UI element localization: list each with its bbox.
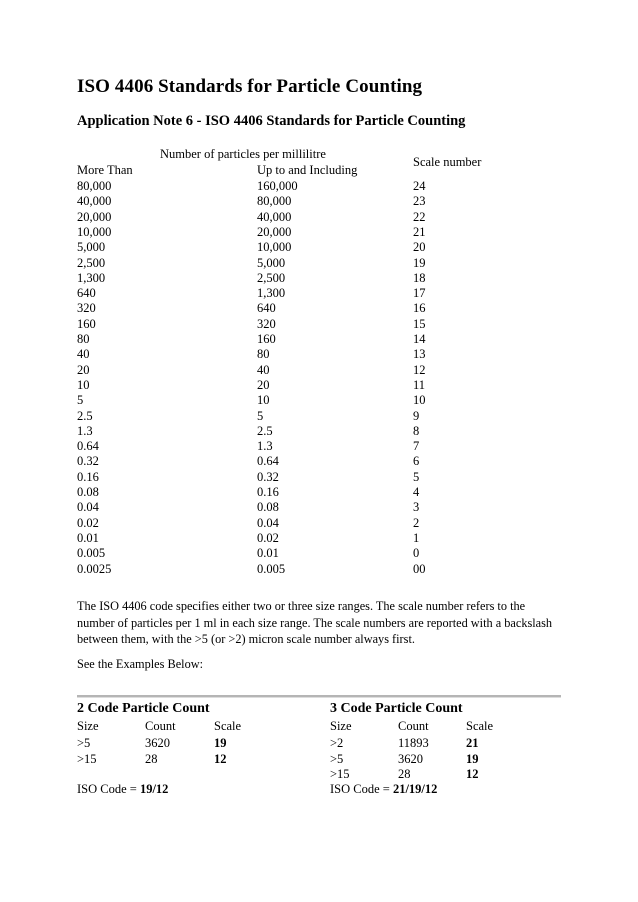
more-than-cell: 2.5 xyxy=(77,408,93,423)
iso-code-label: ISO Code = xyxy=(330,782,393,796)
more-than-cell: 640 xyxy=(77,286,96,301)
iso-code-value: 21/19/12 xyxy=(392,782,438,796)
more-than-cell: 320 xyxy=(77,301,96,316)
example-3-count: 3620 xyxy=(398,752,423,766)
table-row xyxy=(77,562,537,577)
example-3-iso-code xyxy=(330,782,437,797)
up-to-cell: 0.64 xyxy=(257,454,279,469)
up-to-cell: 5 xyxy=(257,408,264,423)
scale-number-cell: 8 xyxy=(413,423,420,438)
table-row xyxy=(77,393,537,408)
example-2-count: 28 xyxy=(145,752,158,766)
up-to-cell: 40,000 xyxy=(257,209,292,224)
example-3-header-scale: Scale xyxy=(466,719,494,733)
more-than-cell: 5,000 xyxy=(77,240,106,255)
more-than-cell: 2,500 xyxy=(77,255,106,270)
scale-number-cell: 21 xyxy=(413,224,426,239)
scale-number-cell: 20 xyxy=(413,240,426,255)
table-row xyxy=(77,439,537,454)
example-3-size: >15 xyxy=(330,767,350,781)
up-to-cell: 10 xyxy=(257,393,270,408)
more-than-cell: 0.32 xyxy=(77,454,99,469)
scale-number-cell: 00 xyxy=(413,561,426,576)
up-to-cell: 0.005 xyxy=(257,561,286,576)
example-3-header-count: Count xyxy=(398,719,429,733)
scale-number-cell: 9 xyxy=(413,408,420,423)
scale-number-cell: 17 xyxy=(413,286,426,301)
scale-number-cell: 23 xyxy=(413,194,426,209)
table-row xyxy=(77,454,537,469)
iso-code-value: 19/12 xyxy=(139,782,169,796)
page-subtitle: Application Note 6 - ISO 4406 Standards for Particle Counting xyxy=(77,113,466,129)
example-2-count: 3620 xyxy=(145,736,170,750)
table-row xyxy=(77,546,537,561)
up-to-cell: 320 xyxy=(257,316,276,331)
table-row xyxy=(77,225,537,240)
examples-intro: See the Examples Below: xyxy=(77,657,204,671)
scale-number-cell: 18 xyxy=(413,270,426,285)
more-than-cell: 40 xyxy=(77,347,90,362)
example-2-size: >5 xyxy=(77,736,91,750)
more-than-cell: 0.02 xyxy=(77,515,99,530)
more-than-cell: 20,000 xyxy=(77,209,112,224)
up-to-cell: 40 xyxy=(257,362,270,377)
scale-number-cell: 12 xyxy=(413,362,426,377)
table-row xyxy=(77,332,537,347)
scale-number-cell: 1 xyxy=(413,530,420,545)
more-than-cell: 80,000 xyxy=(77,179,112,193)
iso-code-label: ISO Code = xyxy=(77,782,140,796)
more-than-cell: 80 xyxy=(77,332,90,346)
scale-number-cell: 4 xyxy=(413,485,420,499)
example-2-title: 2 Code Particle Count xyxy=(77,701,210,716)
scale-number-cell: 19 xyxy=(413,255,426,270)
example-3-header-size: Size xyxy=(330,719,352,733)
up-to-cell: 2.5 xyxy=(257,423,273,438)
example-3-scale: 21 xyxy=(466,736,479,750)
example-3-size: >5 xyxy=(330,752,344,766)
example-2-header-scale: Scale xyxy=(214,719,242,733)
table-row xyxy=(77,470,537,485)
example-3-count: 11893 xyxy=(398,736,429,750)
table-row xyxy=(77,516,537,531)
more-than-cell: 10 xyxy=(77,377,90,392)
header-particles: Number of particles per millilitre xyxy=(160,147,326,161)
up-to-cell: 80 xyxy=(257,347,270,362)
up-to-cell: 0.08 xyxy=(257,500,279,515)
up-to-cell: 20,000 xyxy=(257,224,292,239)
table-row xyxy=(77,301,537,316)
up-to-cell: 5,000 xyxy=(257,255,286,270)
scale-number-cell: 14 xyxy=(413,332,426,346)
up-to-cell: 20 xyxy=(257,377,270,392)
scale-number-cell: 24 xyxy=(413,179,426,193)
more-than-cell: 5 xyxy=(77,393,84,408)
up-to-cell: 0.01 xyxy=(257,546,279,561)
example-3-scale: 12 xyxy=(466,767,479,781)
more-than-cell: 0.005 xyxy=(77,546,106,561)
scale-number-cell: 16 xyxy=(413,301,426,316)
table-row xyxy=(77,317,537,332)
more-than-cell: 0.16 xyxy=(77,469,99,484)
header-more-than: More Than xyxy=(77,163,133,177)
example-2-header-size: Size xyxy=(77,719,99,733)
up-to-cell: 1.3 xyxy=(257,439,273,454)
up-to-cell: 640 xyxy=(257,301,276,316)
table-row xyxy=(77,271,537,286)
scale-number-cell: 10 xyxy=(413,393,426,408)
more-than-cell: 0.0025 xyxy=(77,561,112,576)
up-to-cell: 1,300 xyxy=(257,286,286,301)
more-than-cell: 0.04 xyxy=(77,500,99,515)
scale-number-cell: 22 xyxy=(413,209,426,224)
table-row xyxy=(77,409,537,424)
up-to-cell: 0.04 xyxy=(257,515,279,530)
scale-number-cell: 15 xyxy=(413,316,426,331)
up-to-cell: 80,000 xyxy=(257,194,292,209)
up-to-cell: 0.16 xyxy=(257,485,279,499)
up-to-cell: 2,500 xyxy=(257,270,286,285)
table-row xyxy=(77,179,537,194)
more-than-cell: 160 xyxy=(77,316,96,331)
table-row xyxy=(77,347,537,362)
more-than-cell: 1.3 xyxy=(77,423,93,438)
table-row xyxy=(77,363,537,378)
scale-number-cell: 2 xyxy=(413,515,420,530)
header-scale: Scale number xyxy=(413,155,482,169)
example-3-count: 28 xyxy=(398,767,411,781)
up-to-cell: 0.02 xyxy=(257,530,279,545)
table-row xyxy=(77,286,537,301)
more-than-cell: 0.64 xyxy=(77,439,99,454)
more-than-cell: 10,000 xyxy=(77,224,112,239)
example-3-scale: 19 xyxy=(466,752,479,766)
header-up-to: Up to and Including xyxy=(257,163,358,177)
divider xyxy=(77,695,561,698)
example-3-title: 3 Code Particle Count xyxy=(330,701,463,716)
example-2-scale: 12 xyxy=(214,752,227,766)
more-than-cell: 40,000 xyxy=(77,194,112,209)
table-row xyxy=(77,531,537,546)
up-to-cell: 160,000 xyxy=(257,179,298,193)
table-row xyxy=(77,424,537,439)
scale-number-cell: 3 xyxy=(413,500,420,515)
table-row xyxy=(77,500,537,515)
example-2-size: >15 xyxy=(77,752,97,766)
scale-number-cell: 0 xyxy=(413,546,420,561)
up-to-cell: 0.32 xyxy=(257,469,279,484)
up-to-cell: 160 xyxy=(257,332,276,346)
more-than-cell: 1,300 xyxy=(77,270,106,285)
scale-number-cell: 11 xyxy=(413,377,426,392)
scale-number-cell: 5 xyxy=(413,469,420,484)
example-3-size: >2 xyxy=(330,736,344,750)
up-to-cell: 10,000 xyxy=(257,240,292,255)
table-row xyxy=(77,485,537,500)
table-row xyxy=(77,378,537,393)
scale-number-cell: 6 xyxy=(413,454,420,469)
table-row xyxy=(77,256,537,271)
scale-number-cell: 7 xyxy=(413,439,420,454)
example-2-iso-code xyxy=(77,782,168,797)
table-row xyxy=(77,194,537,209)
more-than-cell: 0.08 xyxy=(77,485,99,499)
scale-number-cell: 13 xyxy=(413,347,426,362)
more-than-cell: 20 xyxy=(77,362,90,377)
example-2-header-count: Count xyxy=(145,719,176,733)
example-2-scale: 19 xyxy=(214,736,227,750)
page-title: ISO 4406 Standards for Particle Counting xyxy=(77,76,423,97)
table-row xyxy=(77,210,537,225)
table-row xyxy=(77,240,537,255)
description-paragraph: The ISO 4406 code specifies either two or three size ranges. The scale number refers to the number of particles per 1 ml in each size range. The scale numbers are reported with a backslash between them, with the >5 (or >2) micron scale number always first. xyxy=(77,599,553,646)
more-than-cell: 0.01 xyxy=(77,530,99,545)
